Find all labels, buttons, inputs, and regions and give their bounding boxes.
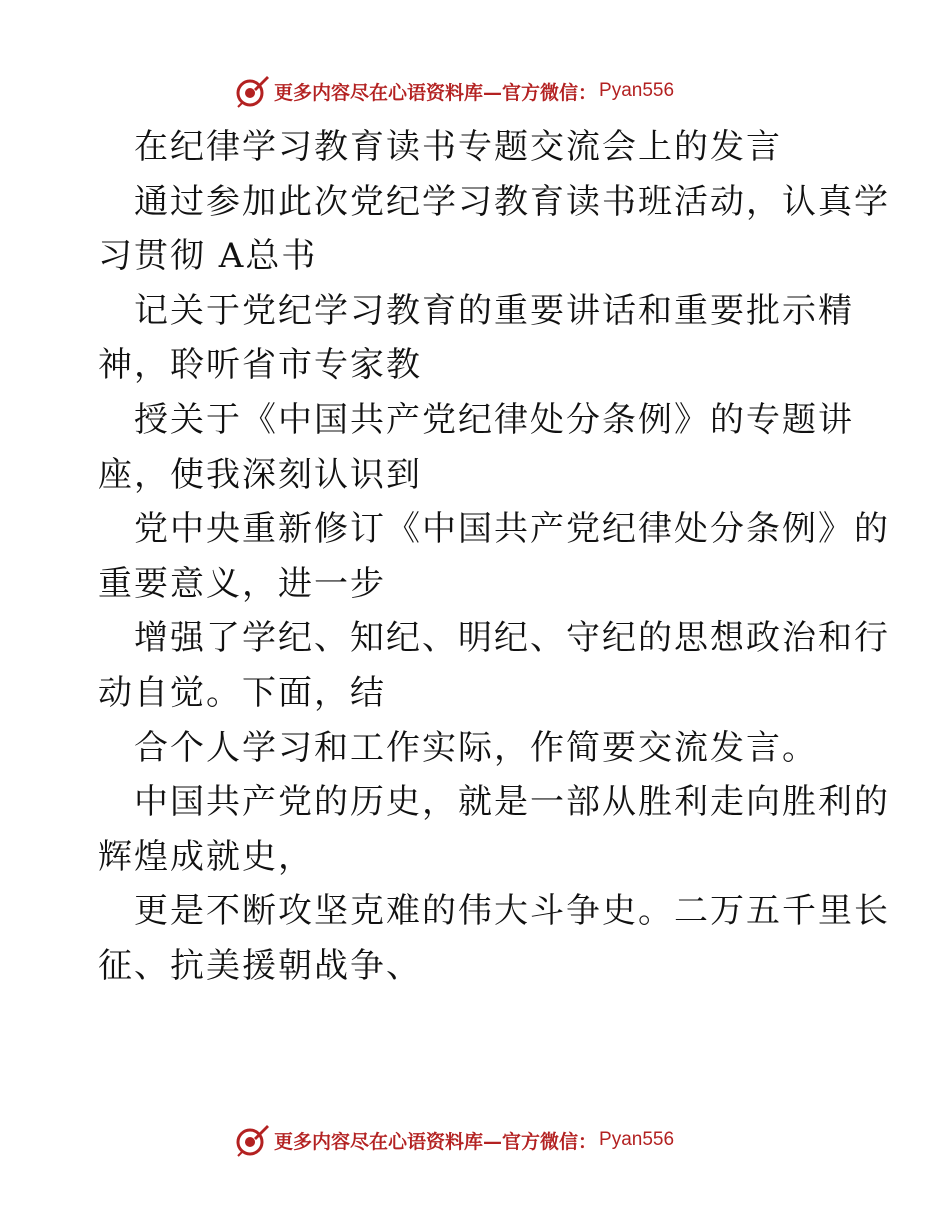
paragraph <box>98 830 858 885</box>
paragraph <box>98 611 890 666</box>
paragraph <box>98 175 890 230</box>
footer-watermark <box>234 1120 674 1160</box>
text-line: 神，聆听省市专家教 <box>98 345 422 386</box>
paragraph <box>98 721 858 776</box>
text-line: 合个人学习和工作实际，作简要交流发言。 <box>134 727 818 768</box>
watermark-account: Pyan556 <box>599 1129 675 1150</box>
text-line: 通过参加此次党纪学习教育读书班活动，认真学 <box>134 181 890 222</box>
text-line: 重要意义，进一步 <box>98 563 386 604</box>
watermark-text: 更多内容尽在心语资料库—官方微信： <box>274 1130 598 1153</box>
document-title <box>98 120 858 175</box>
paragraph <box>98 884 890 939</box>
paragraph <box>98 557 858 612</box>
quill-pen-seal-icon <box>234 1122 270 1158</box>
text-line: 增强了学纪、知纪、明纪、守纪的思想政治和行 <box>134 618 890 659</box>
text-line: 更是不断攻坚克难的伟大斗争史。二万五千里长 <box>134 891 890 932</box>
paragraph <box>98 448 858 503</box>
text-line: 授关于《中国共产党纪律处分条例》的专题讲 <box>134 399 854 440</box>
text-line: 中国共产党的历史，就是一部从胜利走向胜利的 <box>134 782 890 823</box>
paragraph <box>98 666 858 721</box>
watermark-text: 更多内容尽在心语资料库—官方微信： <box>274 81 598 104</box>
header-watermark <box>234 71 674 111</box>
paragraph <box>98 775 890 830</box>
title-text: 在纪律学习教育读书专题交流会上的发言 <box>134 127 782 167</box>
text-line: 征、抗美援朝战争、 <box>98 945 422 986</box>
paragraph <box>98 284 858 339</box>
text-line: 记关于党纪学习教育的重要讲话和重要批示精 <box>134 290 854 331</box>
paragraph <box>98 393 858 448</box>
text-line: 动自觉。下面，结 <box>98 672 386 713</box>
text-line: 座，使我深刻认识到 <box>98 454 422 495</box>
text-line: 辉煌成就史， <box>98 836 314 877</box>
watermark-account: Pyan556 <box>599 80 675 101</box>
text-line: 党中央重新修订《中国共产党纪律处分条例》的 <box>134 509 890 550</box>
paragraph <box>98 939 858 994</box>
paragraph <box>98 338 858 393</box>
paragraph <box>98 229 858 284</box>
document-body <box>98 120 890 994</box>
text-line: 习贯彻 A总书 <box>98 236 318 277</box>
quill-pen-seal-icon <box>234 73 270 109</box>
paragraph <box>98 502 890 557</box>
